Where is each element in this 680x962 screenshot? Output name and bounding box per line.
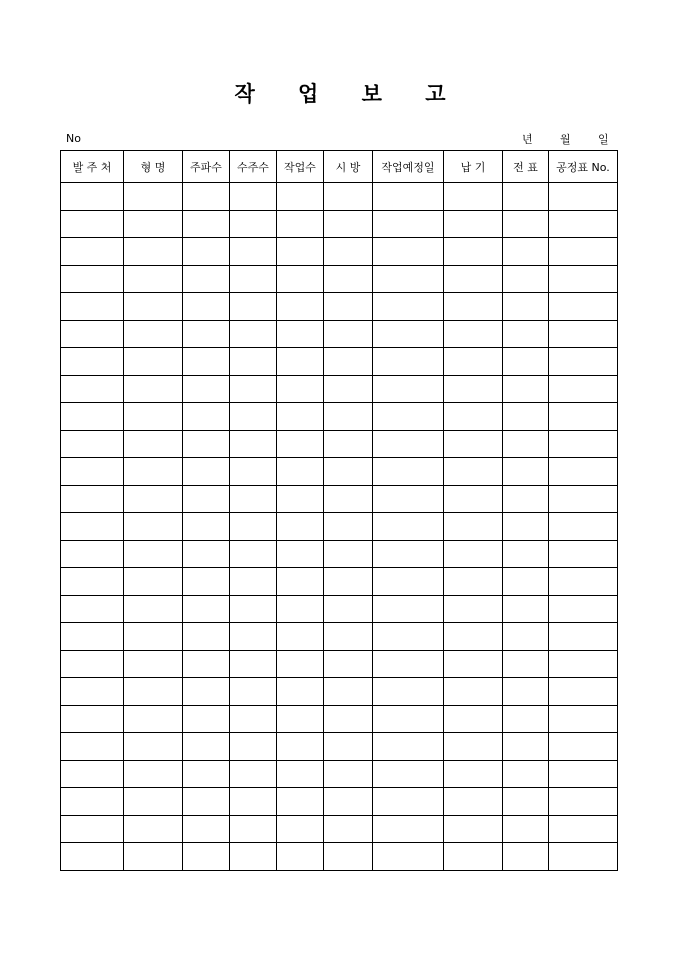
table-cell[interactable] [230, 540, 277, 568]
table-row [61, 788, 618, 816]
table-cell[interactable] [373, 485, 444, 513]
table-cell[interactable] [503, 430, 549, 458]
table-cell[interactable] [549, 595, 618, 623]
table-cell[interactable] [444, 788, 503, 816]
table-cell[interactable] [444, 293, 503, 321]
col-header-model: 형 명 [124, 151, 183, 183]
table-cell[interactable] [324, 540, 373, 568]
table-cell[interactable] [373, 678, 444, 706]
table-cell[interactable] [444, 843, 503, 871]
table-cell[interactable] [549, 760, 618, 788]
table-cell[interactable] [61, 320, 124, 348]
table-cell[interactable] [373, 760, 444, 788]
table-cell[interactable] [549, 623, 618, 651]
table-cell[interactable] [230, 265, 277, 293]
table-cell[interactable] [230, 595, 277, 623]
table-row [61, 403, 618, 431]
table-row [61, 843, 618, 871]
table-cell[interactable] [324, 403, 373, 431]
table-cell[interactable] [373, 733, 444, 761]
table-cell[interactable] [183, 183, 230, 211]
table-cell[interactable] [324, 650, 373, 678]
title-char-1: 작 [234, 81, 255, 106]
table-cell[interactable] [373, 238, 444, 266]
table-cell[interactable] [230, 485, 277, 513]
table-cell[interactable] [230, 210, 277, 238]
table-cell[interactable] [324, 238, 373, 266]
table-cell[interactable] [277, 265, 324, 293]
table-cell[interactable] [373, 540, 444, 568]
table-cell[interactable] [444, 733, 503, 761]
table-cell[interactable] [549, 183, 618, 211]
year-label: 년 [522, 133, 533, 146]
table-row [61, 595, 618, 623]
col-header-frequency: 주파수 [183, 151, 230, 183]
table-cell[interactable] [230, 623, 277, 651]
table-cell[interactable] [373, 705, 444, 733]
table-cell[interactable] [373, 348, 444, 376]
table-cell[interactable] [549, 485, 618, 513]
table-cell[interactable] [230, 348, 277, 376]
table-cell[interactable] [373, 320, 444, 348]
no-label: No [66, 132, 81, 145]
table-cell[interactable] [373, 843, 444, 871]
table-cell[interactable] [230, 183, 277, 211]
table-cell[interactable] [277, 348, 324, 376]
table-cell[interactable] [124, 733, 183, 761]
table-cell[interactable] [183, 458, 230, 486]
table-cell[interactable] [183, 238, 230, 266]
table-cell[interactable] [324, 788, 373, 816]
table-cell[interactable] [503, 678, 549, 706]
table-row [61, 678, 618, 706]
table-cell[interactable] [124, 568, 183, 596]
table-cell[interactable] [549, 815, 618, 843]
table-cell[interactable] [183, 705, 230, 733]
table-cell[interactable] [324, 348, 373, 376]
table-cell[interactable] [549, 403, 618, 431]
table-cell[interactable] [444, 375, 503, 403]
table-cell[interactable] [230, 430, 277, 458]
table-cell[interactable] [444, 320, 503, 348]
table-cell[interactable] [549, 513, 618, 541]
table-cell[interactable] [503, 485, 549, 513]
col-header-process-no: 공정표 No. [549, 151, 618, 183]
table-cell[interactable] [230, 458, 277, 486]
table-cell[interactable] [124, 293, 183, 321]
table-cell[interactable] [277, 320, 324, 348]
table-cell[interactable] [549, 678, 618, 706]
table-cell[interactable] [444, 485, 503, 513]
table-cell[interactable] [277, 678, 324, 706]
col-header-due-date: 납 기 [444, 151, 503, 183]
table-cell[interactable] [61, 568, 124, 596]
table-cell[interactable] [183, 485, 230, 513]
table-cell[interactable] [324, 320, 373, 348]
header-row [61, 151, 618, 183]
table-cell[interactable] [277, 733, 324, 761]
table-cell[interactable] [549, 788, 618, 816]
day-label: 일 [598, 133, 609, 146]
table-row [61, 458, 618, 486]
col-header-voucher: 전 표 [503, 151, 549, 183]
table-cell[interactable] [503, 760, 549, 788]
table-cell[interactable] [324, 458, 373, 486]
table-cell[interactable] [277, 403, 324, 431]
table-cell[interactable] [324, 815, 373, 843]
table-cell[interactable] [373, 815, 444, 843]
table-cell[interactable] [549, 650, 618, 678]
table-cell[interactable] [183, 210, 230, 238]
table-cell[interactable] [277, 788, 324, 816]
table-cell[interactable] [444, 403, 503, 431]
table-cell[interactable] [277, 458, 324, 486]
table-cell[interactable] [549, 540, 618, 568]
table-cell[interactable] [124, 705, 183, 733]
work-report-table [60, 150, 618, 871]
table-cell[interactable] [503, 348, 549, 376]
table-row [61, 568, 618, 596]
table-cell[interactable] [444, 430, 503, 458]
table-cell[interactable] [61, 430, 124, 458]
table-cell[interactable] [183, 513, 230, 541]
table-cell[interactable] [373, 623, 444, 651]
table-cell[interactable] [61, 265, 124, 293]
table-cell[interactable] [324, 183, 373, 211]
table-cell[interactable] [549, 265, 618, 293]
table-cell[interactable] [230, 678, 277, 706]
table-cell[interactable] [444, 183, 503, 211]
table-cell[interactable] [324, 733, 373, 761]
table-cell[interactable] [324, 760, 373, 788]
table-cell[interactable] [324, 705, 373, 733]
table-row [61, 265, 618, 293]
table-cell[interactable] [61, 650, 124, 678]
table-cell[interactable] [277, 210, 324, 238]
table-cell[interactable] [183, 595, 230, 623]
table-cell[interactable] [503, 595, 549, 623]
table-cell[interactable] [503, 238, 549, 266]
table-cell[interactable] [503, 540, 549, 568]
title-char-2: 업 [298, 81, 319, 106]
table-cell[interactable] [124, 678, 183, 706]
table-cell[interactable] [61, 293, 124, 321]
table-row [61, 210, 618, 238]
table-cell[interactable] [61, 458, 124, 486]
table-cell[interactable] [183, 815, 230, 843]
table-cell[interactable] [549, 238, 618, 266]
table-cell[interactable] [503, 788, 549, 816]
table-cell[interactable] [124, 485, 183, 513]
table-cell[interactable] [549, 568, 618, 596]
table-cell[interactable] [277, 238, 324, 266]
table-cell[interactable] [503, 733, 549, 761]
table-cell[interactable] [61, 485, 124, 513]
table-cell[interactable] [373, 430, 444, 458]
table-cell[interactable] [503, 568, 549, 596]
table-cell[interactable] [324, 485, 373, 513]
table-cell[interactable] [61, 348, 124, 376]
table-cell[interactable] [61, 595, 124, 623]
table-cell[interactable] [503, 183, 549, 211]
table-cell[interactable] [61, 815, 124, 843]
table-cell[interactable] [444, 595, 503, 623]
table-cell[interactable] [230, 238, 277, 266]
table-cell[interactable] [324, 568, 373, 596]
table-cell[interactable] [124, 760, 183, 788]
table-cell[interactable] [124, 265, 183, 293]
table-cell[interactable] [124, 623, 183, 651]
table-cell[interactable] [183, 540, 230, 568]
table-cell[interactable] [61, 788, 124, 816]
table-cell[interactable] [444, 815, 503, 843]
table-cell[interactable] [277, 568, 324, 596]
table-cell[interactable] [444, 265, 503, 293]
table-cell[interactable] [503, 293, 549, 321]
table-cell[interactable] [230, 705, 277, 733]
table-cell[interactable] [373, 293, 444, 321]
table-cell[interactable] [503, 403, 549, 431]
table-cell[interactable] [183, 678, 230, 706]
table-cell[interactable] [230, 815, 277, 843]
table-cell[interactable] [183, 843, 230, 871]
table-cell[interactable] [503, 458, 549, 486]
table-cell[interactable] [324, 293, 373, 321]
table-cell[interactable] [549, 733, 618, 761]
table-cell[interactable] [61, 210, 124, 238]
table-row [61, 650, 618, 678]
table-cell[interactable] [503, 375, 549, 403]
table-cell[interactable] [277, 485, 324, 513]
table-cell[interactable] [183, 788, 230, 816]
table-cell[interactable] [324, 595, 373, 623]
table-cell[interactable] [183, 348, 230, 376]
table-cell[interactable] [277, 293, 324, 321]
table-row [61, 485, 618, 513]
table-row [61, 348, 618, 376]
table-cell[interactable] [444, 650, 503, 678]
table-cell[interactable] [503, 513, 549, 541]
table-cell[interactable] [277, 650, 324, 678]
table-cell[interactable] [61, 760, 124, 788]
table-cell[interactable] [373, 210, 444, 238]
table-cell[interactable] [503, 210, 549, 238]
table-cell[interactable] [61, 540, 124, 568]
table-cell[interactable] [503, 320, 549, 348]
table-cell[interactable] [61, 623, 124, 651]
table-row [61, 760, 618, 788]
table-cell[interactable] [124, 320, 183, 348]
table-cell[interactable] [230, 293, 277, 321]
table-cell[interactable] [373, 568, 444, 596]
table-cell[interactable] [373, 650, 444, 678]
table-cell[interactable] [230, 843, 277, 871]
table-cell[interactable] [230, 568, 277, 596]
table-cell[interactable] [61, 375, 124, 403]
table-cell[interactable] [183, 733, 230, 761]
table-cell[interactable] [444, 760, 503, 788]
table-cell[interactable] [324, 513, 373, 541]
table-cell[interactable] [277, 513, 324, 541]
table-cell[interactable] [324, 678, 373, 706]
table-cell[interactable] [503, 623, 549, 651]
table-cell[interactable] [61, 513, 124, 541]
table-row [61, 430, 618, 458]
table-cell[interactable] [124, 183, 183, 211]
table-cell[interactable] [503, 843, 549, 871]
title-char-4: 고 [425, 81, 446, 106]
col-header-order-qty: 수주수 [230, 151, 277, 183]
table-cell[interactable] [277, 540, 324, 568]
table-row [61, 183, 618, 211]
table-cell[interactable] [183, 568, 230, 596]
table-cell[interactable] [549, 458, 618, 486]
table-body [61, 183, 618, 871]
table-cell[interactable] [61, 678, 124, 706]
table-cell[interactable] [549, 843, 618, 871]
table-cell[interactable] [324, 430, 373, 458]
table-cell[interactable] [373, 595, 444, 623]
table-cell[interactable] [230, 320, 277, 348]
table-cell[interactable] [183, 265, 230, 293]
col-header-scheduled-date: 작업예정일 [373, 151, 444, 183]
table-cell[interactable] [124, 403, 183, 431]
table-cell[interactable] [373, 788, 444, 816]
table-cell[interactable] [183, 403, 230, 431]
table-row [61, 238, 618, 266]
table-row [61, 513, 618, 541]
table-cell[interactable] [183, 293, 230, 321]
table-cell[interactable] [277, 815, 324, 843]
table-cell[interactable] [124, 348, 183, 376]
table-cell[interactable] [444, 678, 503, 706]
table-cell[interactable] [230, 788, 277, 816]
table-cell[interactable] [124, 788, 183, 816]
table-cell[interactable] [549, 210, 618, 238]
table-cell[interactable] [444, 705, 503, 733]
table-cell[interactable] [503, 650, 549, 678]
table-cell[interactable] [549, 293, 618, 321]
table-cell[interactable] [324, 210, 373, 238]
table-cell[interactable] [124, 595, 183, 623]
table-cell[interactable] [444, 458, 503, 486]
col-header-work-qty: 작업수 [277, 151, 324, 183]
table-row [61, 705, 618, 733]
table-row [61, 540, 618, 568]
table-cell[interactable] [324, 375, 373, 403]
page-title [0, 78, 680, 108]
table-cell[interactable] [61, 843, 124, 871]
table-cell[interactable] [503, 705, 549, 733]
table-cell[interactable] [124, 513, 183, 541]
table-cell[interactable] [277, 375, 324, 403]
table-cell[interactable] [549, 375, 618, 403]
title-char-3: 보 [361, 81, 382, 106]
table-cell[interactable] [373, 403, 444, 431]
table-cell[interactable] [444, 210, 503, 238]
month-label: 월 [560, 133, 571, 146]
table-cell[interactable] [503, 265, 549, 293]
table-cell[interactable] [124, 540, 183, 568]
table-cell[interactable] [230, 375, 277, 403]
table-cell[interactable] [549, 705, 618, 733]
table-cell[interactable] [277, 595, 324, 623]
table-cell[interactable] [373, 265, 444, 293]
table-cell[interactable] [183, 623, 230, 651]
table-cell[interactable] [373, 375, 444, 403]
table-row [61, 293, 618, 321]
table-cell[interactable] [277, 623, 324, 651]
table-cell[interactable] [61, 403, 124, 431]
table-row [61, 623, 618, 651]
table-cell[interactable] [183, 760, 230, 788]
table-cell[interactable] [444, 540, 503, 568]
table-cell[interactable] [549, 348, 618, 376]
table-cell[interactable] [230, 403, 277, 431]
table-cell[interactable] [230, 513, 277, 541]
table-row [61, 320, 618, 348]
table-cell[interactable] [124, 815, 183, 843]
table-cell[interactable] [61, 238, 124, 266]
col-header-spec: 시 방 [324, 151, 373, 183]
table-cell[interactable] [277, 183, 324, 211]
table-cell[interactable] [124, 375, 183, 403]
table-cell[interactable] [230, 650, 277, 678]
table-cell[interactable] [124, 650, 183, 678]
table-cell[interactable] [324, 623, 373, 651]
table-cell[interactable] [503, 815, 549, 843]
table-cell[interactable] [61, 705, 124, 733]
table-cell[interactable] [549, 430, 618, 458]
table-row [61, 375, 618, 403]
table-cell[interactable] [230, 733, 277, 761]
table-cell[interactable] [183, 375, 230, 403]
table-cell[interactable] [549, 320, 618, 348]
table-cell[interactable] [61, 183, 124, 211]
table-cell[interactable] [324, 265, 373, 293]
table-cell[interactable] [444, 568, 503, 596]
table-cell[interactable] [277, 843, 324, 871]
table-cell[interactable] [444, 238, 503, 266]
table-cell[interactable] [444, 513, 503, 541]
table-cell[interactable] [124, 238, 183, 266]
table-cell[interactable] [183, 430, 230, 458]
table-cell[interactable] [230, 760, 277, 788]
table-cell[interactable] [373, 458, 444, 486]
table-cell[interactable] [124, 210, 183, 238]
table-cell[interactable] [324, 843, 373, 871]
col-header-client: 발 주 처 [61, 151, 124, 183]
table-cell[interactable] [444, 623, 503, 651]
table-cell[interactable] [124, 458, 183, 486]
table-cell[interactable] [183, 320, 230, 348]
table-cell[interactable] [61, 733, 124, 761]
table-cell[interactable] [373, 183, 444, 211]
table-cell[interactable] [277, 430, 324, 458]
table-cell[interactable] [124, 843, 183, 871]
table-row [61, 733, 618, 761]
table-cell[interactable] [124, 430, 183, 458]
table-cell[interactable] [277, 705, 324, 733]
table-row [61, 815, 618, 843]
table-cell[interactable] [373, 513, 444, 541]
table-cell[interactable] [183, 650, 230, 678]
table-cell[interactable] [277, 760, 324, 788]
table-cell[interactable] [444, 348, 503, 376]
